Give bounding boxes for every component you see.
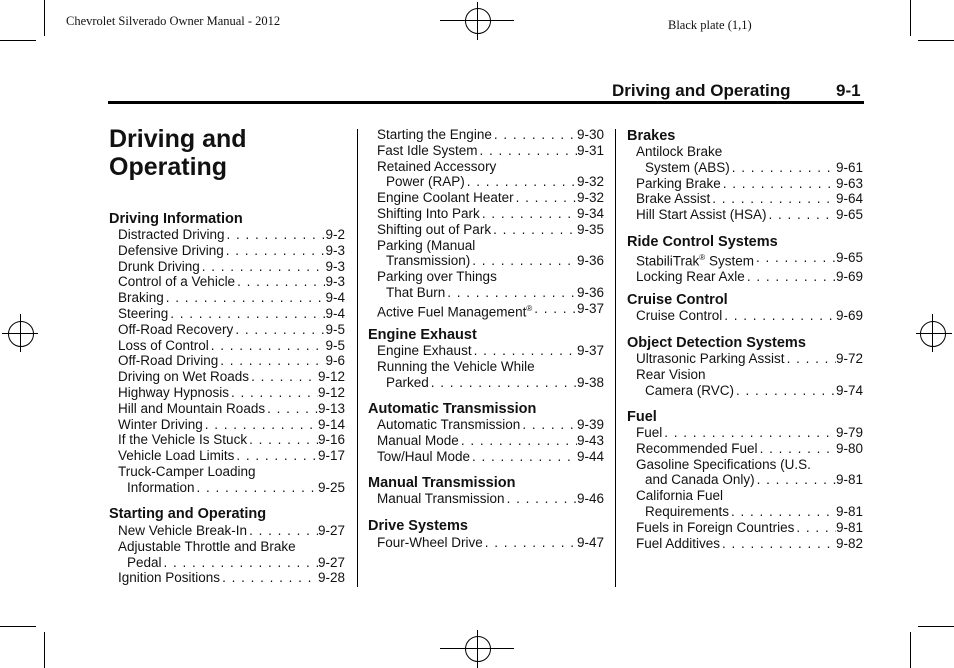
toc-entry[interactable]: Four-Wheel Drive . . . 9-47	[377, 535, 604, 551]
toc-entry[interactable]: Off-Road Driving . . . 9-6	[118, 353, 345, 369]
toc-entry[interactable]: Hill and Mountain Roads . . . 9-13	[118, 401, 345, 417]
toc-entry[interactable]: Braking . . . 9-4	[118, 290, 345, 306]
section-heading: Manual Transmission	[368, 475, 516, 491]
toc-list	[636, 250, 863, 285]
toc-list	[118, 523, 345, 586]
toc-entry[interactable]: Locking Rear Axle . . . 9-69	[636, 269, 863, 285]
toc-entry-first-line[interactable]: Parking (Manual	[377, 237, 476, 253]
chapter-title-line: Driving and	[109, 125, 247, 153]
section-heading: Drive Systems	[368, 518, 468, 534]
toc-entry[interactable]: Active Fuel Management® . . . 9-37	[377, 301, 604, 320]
toc-entry[interactable]: Hill Start Assist (HSA) . . . 9-65	[636, 207, 863, 223]
toc-entry[interactable]: Manual Transmission . . . 9-46	[377, 491, 604, 507]
toc-list	[118, 227, 345, 496]
section-heading: Ride Control Systems	[627, 234, 778, 250]
toc-entry[interactable]: Shifting Into Park . . . 9-34	[377, 206, 604, 222]
toc-entry[interactable]: Camera (RVC) . . . 9-74	[636, 383, 863, 399]
toc-list	[636, 144, 863, 223]
toc-entry[interactable]: Drunk Driving . . . 9-3	[118, 259, 345, 275]
toc-entry[interactable]: Brake Assist . . . 9-64	[636, 191, 863, 207]
toc-entry-first-line[interactable]: Truck-Camper Loading	[118, 463, 256, 479]
toc-entry[interactable]: Ultrasonic Parking Assist . . . 9-72	[636, 351, 863, 367]
toc-entry[interactable]: Fuel . . . 9-79	[636, 425, 863, 441]
section-heading: Starting and Operating	[109, 506, 267, 522]
toc-entry[interactable]: Fast Idle System . . . 9-31	[377, 143, 604, 159]
toc-entry[interactable]: Engine Exhaust . . . 9-37	[377, 343, 604, 359]
running-header-section: Driving and Operating	[612, 81, 791, 100]
toc-entry[interactable]: Tow/Haul Mode . . . 9-44	[377, 449, 604, 465]
section-heading: Cruise Control	[627, 292, 728, 308]
toc-list	[636, 425, 863, 551]
toc-entry[interactable]: Distracted Driving . . . 9-2	[118, 227, 345, 243]
toc-entry[interactable]: Steering . . . 9-4	[118, 306, 345, 322]
toc-list	[636, 351, 863, 398]
crop-mark	[0, 626, 36, 627]
toc-list	[377, 343, 604, 390]
chapter-title	[109, 125, 247, 181]
toc-entry[interactable]: Highway Hypnosis . . . 9-12	[118, 385, 345, 401]
toc-entry[interactable]: Driving on Wet Roads . . . 9-12	[118, 369, 345, 385]
toc-entry[interactable]: Pedal . . . 9-27	[118, 555, 345, 571]
toc-entry[interactable]: Information . . . 9-25	[118, 480, 345, 496]
toc-entry[interactable]: and Canada Only) . . . 9-81	[636, 472, 863, 488]
toc-entry[interactable]: Off-Road Recovery . . . 9-5	[118, 322, 345, 338]
toc-entry-first-line[interactable]: Gasoline Specifications (U.S.	[636, 456, 811, 472]
toc-entry[interactable]: Fuel Additives . . . 9-82	[636, 536, 863, 552]
toc-entry[interactable]: Winter Driving . . . 9-14	[118, 417, 345, 433]
toc-list	[377, 491, 604, 507]
section-heading: Driving Information	[109, 211, 243, 227]
toc-list	[377, 535, 604, 551]
toc-entry[interactable]: If the Vehicle Is Stuck . . . 9-16	[118, 432, 345, 448]
toc-entry[interactable]: Power (RAP) . . . 9-32	[377, 174, 604, 190]
toc-entry-first-line[interactable]: Running the Vehicle While	[377, 358, 535, 374]
toc-entry[interactable]: Shifting out of Park . . . 9-35	[377, 222, 604, 238]
toc-entry[interactable]: That Burn . . . 9-36	[377, 285, 604, 301]
crop-mark	[0, 40, 36, 41]
manual-title: Chevrolet Silverado Owner Manual - 2012	[66, 14, 281, 28]
toc-entry[interactable]: Control of a Vehicle . . . 9-3	[118, 274, 345, 290]
toc-entry-first-line[interactable]: Antilock Brake	[636, 144, 723, 159]
section-heading: Fuel	[627, 409, 657, 425]
toc-entry-first-line[interactable]: Retained Accessory	[377, 158, 497, 174]
toc-entry[interactable]: Transmission) . . . 9-36	[377, 253, 604, 269]
toc-entry-first-line[interactable]: California Fuel	[636, 488, 724, 504]
section-heading: Brakes	[627, 128, 676, 144]
toc-entry[interactable]: Cruise Control . . . 9-69	[636, 308, 863, 324]
toc-entry[interactable]: Requirements . . . 9-81	[636, 504, 863, 520]
toc-entry[interactable]: StabiliTrak® System . . . 9-65	[636, 250, 863, 269]
section-heading: Engine Exhaust	[368, 327, 477, 343]
column-divider	[357, 129, 358, 587]
crop-mark	[910, 0, 911, 36]
crop-mark	[918, 626, 954, 627]
toc-list	[636, 308, 863, 324]
plate-label: Black plate (1,1)	[668, 18, 752, 32]
toc-entry[interactable]: Parked . . . 9-38	[377, 375, 604, 391]
toc-entry-first-line[interactable]: Rear Vision	[636, 366, 706, 382]
toc-entry[interactable]: Manual Mode . . . 9-43	[377, 433, 604, 449]
crop-mark	[44, 0, 45, 36]
toc-entry[interactable]: Engine Coolant Heater . . . 9-32	[377, 190, 604, 206]
toc-entry-first-line[interactable]: Adjustable Throttle and Brake	[118, 538, 296, 554]
toc-entry[interactable]: Recommended Fuel . . . 9-80	[636, 441, 863, 457]
crop-mark	[910, 632, 911, 668]
crop-mark	[918, 40, 954, 41]
chapter-title-line: Operating	[109, 153, 228, 181]
toc-entry[interactable]: Fuels in Foreign Countries . . . 9-81	[636, 520, 863, 536]
toc-list	[377, 127, 604, 320]
toc-entry[interactable]: Loss of Control . . . 9-5	[118, 338, 345, 354]
toc-entry-first-line[interactable]: Parking over Things	[377, 269, 497, 285]
crop-mark	[44, 632, 45, 668]
toc-entry[interactable]: Ignition Positions . . . 9-28	[118, 570, 345, 586]
toc-entry[interactable]: Parking Brake . . . 9-63	[636, 176, 863, 192]
column-divider	[615, 129, 616, 587]
page-number: 9-1	[836, 81, 861, 100]
toc-entry[interactable]: System (ABS) . . . 9-61	[636, 160, 863, 176]
toc-entry[interactable]: Automatic Transmission . . . 9-39	[377, 417, 604, 433]
toc-entry[interactable]: New Vehicle Break-In . . . 9-27	[118, 523, 345, 539]
toc-entry[interactable]: Starting the Engine . . . 9-30	[377, 127, 604, 143]
toc-entry[interactable]: Vehicle Load Limits . . . 9-17	[118, 448, 345, 464]
toc-list	[377, 417, 604, 464]
header-rule	[108, 101, 864, 104]
section-heading: Automatic Transmission	[368, 401, 537, 417]
toc-entry[interactable]: Defensive Driving . . . 9-3	[118, 243, 345, 259]
section-heading: Object Detection Systems	[627, 335, 806, 351]
